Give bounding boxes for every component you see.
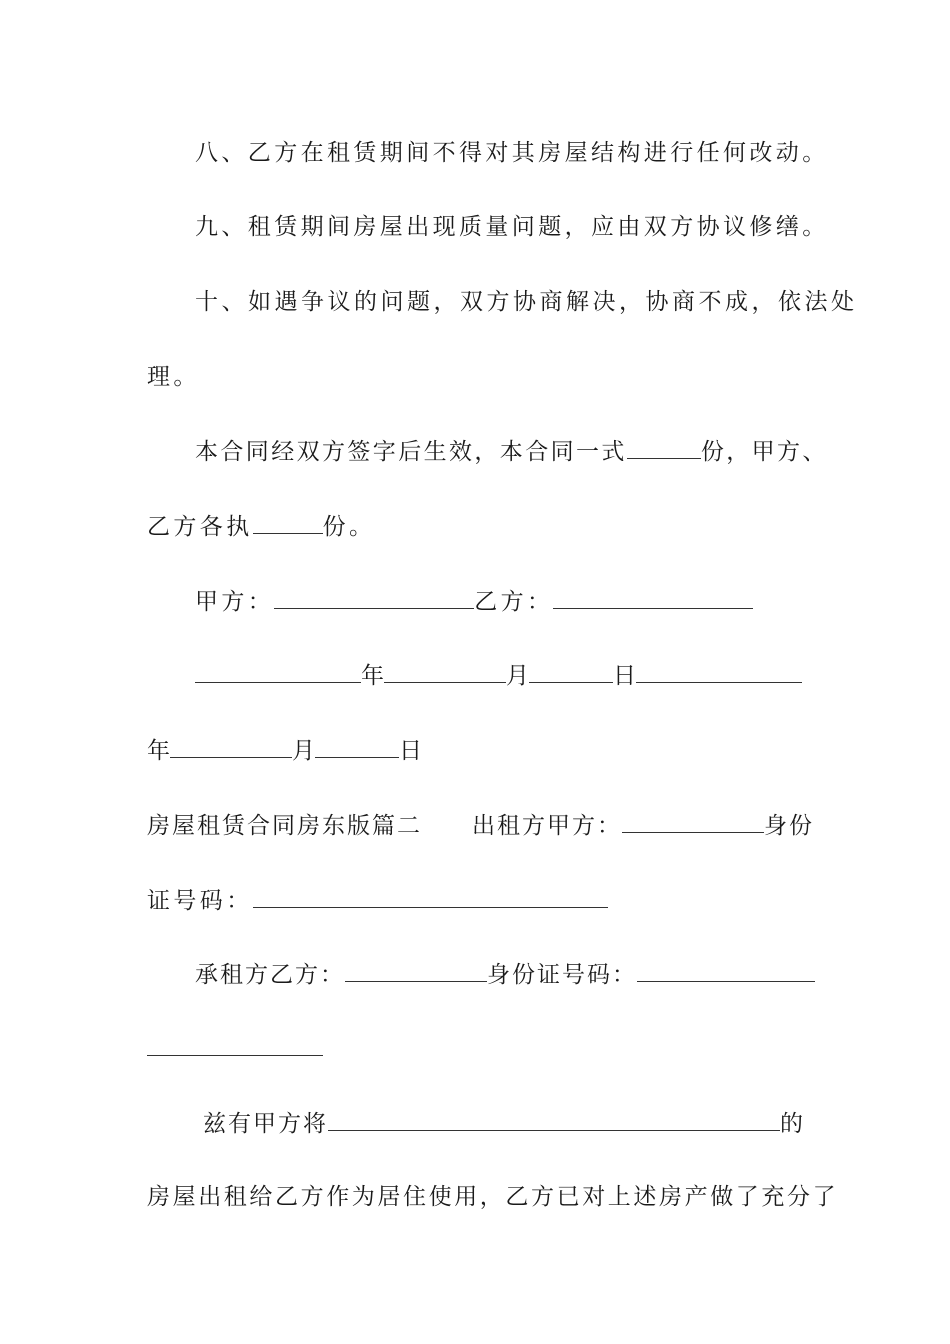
lessee-line — [195, 959, 855, 990]
effect-line-1 — [195, 436, 855, 467]
signature-parties — [195, 586, 855, 617]
lessee-label: 承租方乙方： — [195, 962, 345, 988]
lessor-label: 出租方甲方： — [472, 813, 622, 839]
effect-text-d: 份。 — [322, 514, 376, 540]
month-b-label: 月 — [292, 738, 315, 764]
clause-10-line-1 — [195, 287, 858, 317]
lessor-id-blank — [253, 885, 608, 908]
year-a-label: 年 — [361, 663, 384, 689]
clause-8: 八、乙方在租赁期间不得对其房屋结构进行任何改动。 — [195, 140, 829, 166]
copies-blank — [627, 436, 701, 459]
each-copies-blank — [253, 511, 323, 534]
property-blank — [328, 1108, 780, 1131]
day-b-blank — [315, 735, 399, 758]
month-a-blank — [384, 660, 506, 683]
section2-title: 房屋租赁合同房东版篇二 — [147, 813, 422, 839]
day-a-label: 日 — [613, 663, 636, 689]
year-b-label: 年 — [147, 738, 170, 764]
id-label-a: 身份 — [764, 813, 814, 839]
signature-date-a — [195, 660, 807, 691]
intro-text-b: 的 — [780, 1111, 805, 1137]
month-b-blank — [170, 735, 292, 758]
party-b-blank — [553, 586, 753, 609]
lessee-id-blank — [637, 959, 815, 982]
day-b-label: 日 — [399, 738, 422, 764]
clause-9: 九、租赁期间房屋出现质量问题，应由双方协议修缮。 — [195, 214, 829, 240]
id-label-b: 证号码： — [147, 888, 253, 914]
clause-10-text: 十、如遇争议的问题，双方协商解决，协商不成，依法处 — [195, 289, 858, 315]
effect-text-a: 本合同经双方签字后生效，本合同一式 — [195, 439, 627, 465]
party-a-blank — [274, 586, 474, 609]
signature-date-b — [147, 735, 807, 766]
year-a-blank — [195, 660, 361, 683]
lessor-blank — [622, 810, 764, 833]
section2-line-2 — [147, 885, 807, 916]
section2-line-1 — [147, 810, 814, 841]
intro-line-1 — [195, 1108, 807, 1139]
month-a-label: 月 — [506, 663, 529, 689]
effect-text-b: 份，甲方、 — [700, 439, 828, 465]
day-a-blank — [529, 660, 613, 683]
lessee-id-label: 身份证号码： — [487, 962, 637, 988]
party-a-label: 甲方： — [195, 589, 275, 615]
intro-text-a: 兹有甲方将 — [203, 1111, 328, 1137]
effect-text-c: 乙方各执 — [147, 514, 253, 540]
year-b-blank — [636, 660, 802, 683]
lessee-blank — [345, 959, 487, 982]
lessee-id-blank-continued — [147, 1033, 323, 1056]
effect-line-2 — [147, 511, 807, 542]
party-b-label: 乙方： — [474, 589, 554, 615]
clause-10-line-2: 理。 — [147, 364, 200, 390]
intro-line-2: 房屋出租给乙方作为居住使用，乙方已对上述房产做了充分了 — [147, 1184, 839, 1210]
